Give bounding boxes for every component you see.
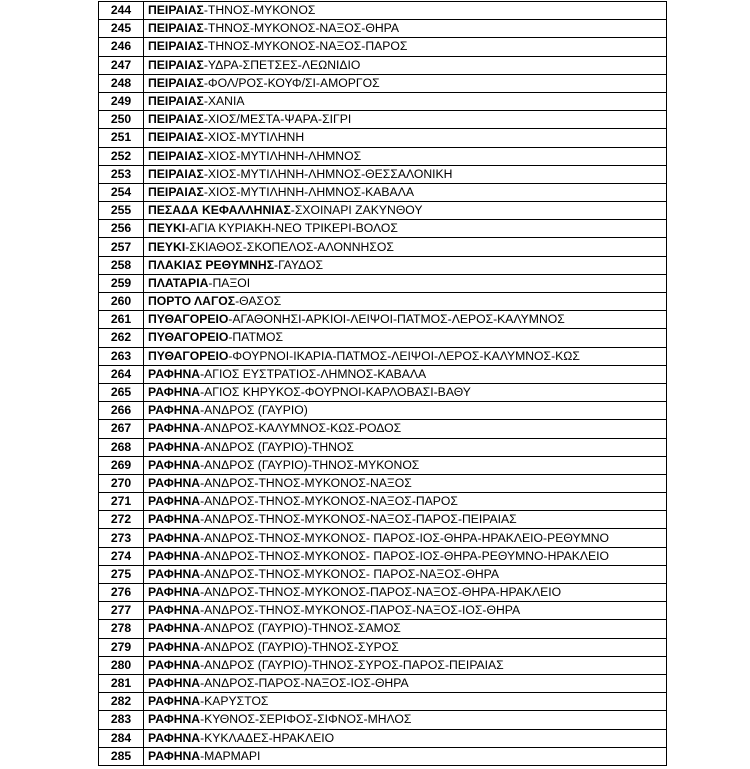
departure-port: ΡΑΦΗΝΑ — [148, 694, 201, 709]
row-number: 271 — [99, 493, 144, 511]
table-row — [99, 547, 667, 565]
route-destinations: -ΧΑΝΙΑ — [203, 94, 245, 109]
route-cell — [144, 329, 667, 347]
route-cell — [144, 638, 667, 656]
table-row — [99, 693, 667, 711]
route-cell — [144, 474, 667, 492]
route-destinations: -ΠΑΞΟΙ — [208, 275, 251, 290]
departure-port: ΡΑΦΗΝΑ — [148, 712, 201, 727]
route-destinations: -ΑΝΔΡΟΣ (ΓΑΥΡΙΟ)-ΤΗΝΟΣ-ΣΥΡΟΣ — [200, 639, 399, 654]
table-row — [99, 656, 667, 674]
route-cell — [144, 347, 667, 365]
route-cell — [144, 74, 667, 92]
route-destinations: -ΧΙΟΣ-ΜΥΤΙΛΗΝΗ-ΛΗΜΝΟΣ-ΚΑΒΑΛΑ — [203, 184, 414, 199]
route-cell — [144, 511, 667, 529]
departure-port: ΡΑΦΗΝΑ — [148, 421, 201, 436]
table-row — [99, 238, 667, 256]
route-destinations: -ΘΑΣΟΣ — [235, 294, 282, 309]
route-destinations: -ΑΝΔΡΟΣ-ΤΗΝΟΣ-ΜΥΚΟΝΟΣ- ΠΑΡΟΣ-ΝΑΞΟΣ-ΘΗΡΑ — [200, 566, 500, 581]
row-number: 247 — [99, 56, 144, 74]
row-number: 257 — [99, 238, 144, 256]
route-cell — [144, 111, 667, 129]
route-destinations: -ΧΙΟΣ-ΜΥΤΙΛΗΝΗ — [203, 130, 305, 145]
table-row — [99, 438, 667, 456]
route-destinations: -ΥΔΡΑ-ΣΠΕΤΣΕΣ-ΛΕΩΝΙΔΙΟ — [203, 57, 361, 72]
route-cell — [144, 129, 667, 147]
route-destinations: -ΤΗΝΟΣ-ΜΥΚΟΝΟΣ-ΝΑΞΟΣ-ΘΗΡΑ — [203, 21, 399, 36]
route-destinations: -ΑΓΙΑ ΚΥΡΙΑΚΗ-ΝΕΟ ΤΡΙΚΕΡΙ-ΒΟΛΟΣ — [185, 221, 398, 236]
table-row — [99, 602, 667, 620]
route-cell — [144, 20, 667, 38]
route-cell — [144, 729, 667, 747]
route-cell — [144, 402, 667, 420]
route-cell — [144, 238, 667, 256]
row-number: 251 — [99, 129, 144, 147]
table-row — [99, 329, 667, 347]
departure-port: ΠΥΘΑΓΟΡΕΙΟ — [148, 312, 229, 327]
route-destinations: -ΑΝΔΡΟΣ-ΤΗΝΟΣ-ΜΥΚΟΝΟΣ-ΠΑΡΟΣ-ΝΑΞΟΣ-ΘΗΡΑ-ΗΡΑΚΛΕΙΟ — [200, 585, 562, 600]
departure-port: ΠΕΙΡΑΙΑΣ — [148, 166, 204, 181]
departure-port: ΠΕΥΚΙ — [148, 221, 186, 236]
table-row — [99, 74, 667, 92]
departure-port: ΠΛΑΚΙΑΣ ΡΕΘΥΜΝΗΣ — [148, 257, 275, 272]
table-row — [99, 311, 667, 329]
table-row — [99, 729, 667, 747]
departure-port: ΠΕΙΡΑΙΑΣ — [148, 75, 204, 90]
row-number: 258 — [99, 256, 144, 274]
route-destinations: -ΑΝΔΡΟΣ-ΤΗΝΟΣ-ΜΥΚΟΝΟΣ-ΝΑΞΟΣ — [200, 475, 412, 490]
table-row — [99, 474, 667, 492]
departure-port: ΡΑΦΗΝΑ — [148, 530, 201, 545]
table-row — [99, 638, 667, 656]
departure-port: ΡΑΦΗΝΑ — [148, 548, 201, 563]
departure-port: ΡΑΦΗΝΑ — [148, 603, 201, 618]
route-cell — [144, 529, 667, 547]
table-row — [99, 402, 667, 420]
departure-port: ΡΑΦΗΝΑ — [148, 439, 201, 454]
route-cell — [144, 56, 667, 74]
route-cell — [144, 420, 667, 438]
route-cell — [144, 711, 667, 729]
route-destinations: -ΑΝΔΡΟΣ (ΓΑΥΡΙΟ)-ΤΗΝΟΣ — [200, 439, 354, 454]
route-destinations: -ΦΟΥΡΝΟΙ-ΙΚΑΡΙΑ-ΠΑΤΜΟΣ-ΛΕΙΨΟΙ-ΛΕΡΟΣ-ΚΑΛΥΜΝΟΣ-ΚΩΣ — [228, 348, 580, 363]
route-destinations: -ΑΝΔΡΟΣ-ΤΗΝΟΣ-ΜΥΚΟΝΟΣ-ΠΑΡΟΣ-ΝΑΞΟΣ-ΙΟΣ-ΘΗΡΑ — [200, 603, 521, 618]
table-row — [99, 584, 667, 602]
table-row — [99, 56, 667, 74]
table-row — [99, 493, 667, 511]
table-row — [99, 220, 667, 238]
departure-port: ΠΕΣΑΔΑ ΚΕΦΑΛΛΗΝΙΑΣ — [148, 203, 291, 218]
row-number: 255 — [99, 202, 144, 220]
route-cell — [144, 602, 667, 620]
row-number: 276 — [99, 584, 144, 602]
table-row — [99, 293, 667, 311]
route-destinations: -ΑΝΔΡΟΣ-ΠΑΡΟΣ-ΝΑΞΟΣ-ΙΟΣ-ΘΗΡΑ — [200, 676, 409, 691]
table-row — [99, 383, 667, 401]
table-row — [99, 111, 667, 129]
departure-port: ΠΛΑΤΑΡΙΑ — [148, 275, 209, 290]
route-destinations: -ΑΝΔΡΟΣ (ΓΑΥΡΙΟ)-ΤΗΝΟΣ-ΣΑΜΟΣ — [200, 621, 401, 636]
departure-port: ΡΑΦΗΝΑ — [148, 457, 201, 472]
departure-port: ΠΕΥΚΙ — [148, 239, 186, 254]
route-destinations: -ΚΑΡΥΣΤΟΣ — [200, 694, 269, 709]
route-cell — [144, 293, 667, 311]
route-destinations: -ΤΗΝΟΣ-ΜΥΚΟΝΟΣ — [203, 3, 316, 18]
table-row — [99, 565, 667, 583]
departure-port: ΠΕΙΡΑΙΑΣ — [148, 148, 204, 163]
row-number: 244 — [99, 2, 144, 20]
route-cell — [144, 92, 667, 110]
departure-port: ΡΑΦΗΝΑ — [148, 494, 201, 509]
route-cell — [144, 747, 667, 765]
route-destinations: -ΣΧΟΙΝΑΡΙ ΖΑΚΥΝΘΟΥ — [290, 203, 423, 218]
row-number: 284 — [99, 729, 144, 747]
departure-port: ΠΥΘΑΓΟΡΕΙΟ — [148, 348, 229, 363]
row-number: 245 — [99, 20, 144, 38]
route-destinations: -ΦΟΛ/ΡΟΣ-ΚΟΥΦ/ΣΙ-ΑΜΟΡΓΟΣ — [203, 75, 380, 90]
table-row — [99, 511, 667, 529]
row-number: 265 — [99, 383, 144, 401]
row-number: 246 — [99, 38, 144, 56]
route-destinations: -ΑΓΙΟΣ ΕΥΣΤΡΑΤΙΟΣ-ΛΗΜΝΟΣ-ΚΑΒΑΛΑ — [200, 366, 427, 381]
departure-port: ΡΑΦΗΝΑ — [148, 512, 201, 527]
departure-port: ΠΥΘΑΓΟΡΕΙΟ — [148, 330, 229, 345]
route-cell — [144, 656, 667, 674]
table-row — [99, 202, 667, 220]
departure-port: ΡΑΦΗΝΑ — [148, 730, 201, 745]
table-row — [99, 38, 667, 56]
table-row — [99, 2, 667, 20]
departure-port: ΠΕΙΡΑΙΑΣ — [148, 21, 204, 36]
table-row — [99, 365, 667, 383]
table-row — [99, 456, 667, 474]
departure-port: ΠΟΡΤΟ ΛΑΓΟΣ — [148, 294, 236, 309]
row-number: 268 — [99, 438, 144, 456]
route-destinations: -ΓΑΥΔΟΣ — [274, 257, 324, 272]
route-destinations: -ΜΑΡΜΑΡΙ — [200, 748, 261, 763]
row-number: 272 — [99, 511, 144, 529]
table-row — [99, 529, 667, 547]
route-destinations: -ΚΥΘΝΟΣ-ΣΕΡΙΦΟΣ-ΣΙΦΝΟΣ-ΜΗΛΟΣ — [200, 712, 412, 727]
route-cell — [144, 438, 667, 456]
route-destinations: -ΑΝΔΡΟΣ-ΚΑΛΥΜΝΟΣ-ΚΩΣ-ΡΟΔΟΣ — [200, 421, 402, 436]
departure-port: ΡΑΦΗΝΑ — [148, 657, 201, 672]
departure-port: ΡΑΦΗΝΑ — [148, 403, 201, 418]
route-destinations: -ΤΗΝΟΣ-ΜΥΚΟΝΟΣ-ΝΑΞΟΣ-ΠΑΡΟΣ — [203, 39, 408, 54]
row-number: 270 — [99, 474, 144, 492]
table-row — [99, 620, 667, 638]
departure-port: ΠΕΙΡΑΙΑΣ — [148, 3, 204, 18]
route-destinations: -ΑΝΔΡΟΣ-ΤΗΝΟΣ-ΜΥΚΟΝΟΣ-ΝΑΞΟΣ-ΠΑΡΟΣ-ΠΕΙΡΑΙΑΣ — [200, 512, 517, 527]
route-cell — [144, 584, 667, 602]
route-destinations: -ΧΙΟΣ/ΜΕΣΤΑ-ΨΑΡΑ-ΣΙΓΡΙ — [203, 112, 352, 127]
row-number: 280 — [99, 656, 144, 674]
route-destinations: -ΑΓΙΟΣ ΚΗΡΥΚΟΣ-ΦΟΥΡΝΟΙ-ΚΑΡΛΟΒΑΣΙ-ΒΑΘΥ — [200, 385, 471, 400]
row-number: 264 — [99, 365, 144, 383]
route-cell — [144, 2, 667, 20]
row-number: 267 — [99, 420, 144, 438]
table-row — [99, 256, 667, 274]
departure-port: ΡΑΦΗΝΑ — [148, 676, 201, 691]
row-number: 281 — [99, 674, 144, 692]
row-number: 261 — [99, 311, 144, 329]
departure-port: ΡΑΦΗΝΑ — [148, 639, 201, 654]
table-row — [99, 183, 667, 201]
table-row — [99, 92, 667, 110]
row-number: 259 — [99, 274, 144, 292]
route-destinations: -ΧΙΟΣ-ΜΥΤΙΛΗΝΗ-ΛΗΜΝΟΣ-ΘΕΣΣΑΛΟΝΙΚΗ — [203, 166, 453, 181]
route-cell — [144, 493, 667, 511]
route-destinations: -ΑΝΔΡΟΣ-ΤΗΝΟΣ-ΜΥΚΟΝΟΣ- ΠΑΡΟΣ-ΙΟΣ-ΘΗΡΑ-ΗΡΑΚΛΕΙΟ-ΡΕΘΥΜΝΟ — [200, 530, 610, 545]
route-cell — [144, 202, 667, 220]
route-cell — [144, 38, 667, 56]
route-destinations: -ΧΙΟΣ-ΜΥΤΙΛΗΝΗ-ΛΗΜΝΟΣ — [203, 148, 362, 163]
route-cell — [144, 311, 667, 329]
table-row — [99, 747, 667, 765]
table-row — [99, 274, 667, 292]
routes-table-body — [99, 2, 667, 766]
row-number: 277 — [99, 602, 144, 620]
route-cell — [144, 220, 667, 238]
route-cell — [144, 365, 667, 383]
departure-port: ΡΑΦΗΝΑ — [148, 385, 201, 400]
route-cell — [144, 256, 667, 274]
row-number: 250 — [99, 111, 144, 129]
route-destinations: -ΚΥΚΛΑΔΕΣ-ΗΡΑΚΛΕΙΟ — [200, 730, 335, 745]
table-row — [99, 711, 667, 729]
row-number: 263 — [99, 347, 144, 365]
table-row — [99, 165, 667, 183]
table-row — [99, 147, 667, 165]
row-number: 279 — [99, 638, 144, 656]
row-number: 249 — [99, 92, 144, 110]
route-destinations: -ΑΝΔΡΟΣ (ΓΑΥΡΙΟ)-ΤΗΝΟΣ-ΣΥΡΟΣ-ΠΑΡΟΣ-ΠΕΙΡΑΙΑΣ — [200, 657, 504, 672]
route-destinations: -ΑΝΔΡΟΣ-ΤΗΝΟΣ-ΜΥΚΟΝΟΣ-ΝΑΞΟΣ-ΠΑΡΟΣ — [200, 494, 458, 509]
route-cell — [144, 274, 667, 292]
route-destinations: -ΑΝΔΡΟΣ (ΓΑΥΡΙΟ) — [200, 403, 308, 418]
departure-port: ΠΕΙΡΑΙΑΣ — [148, 130, 204, 145]
route-cell — [144, 547, 667, 565]
route-cell — [144, 565, 667, 583]
table-row — [99, 674, 667, 692]
row-number: 254 — [99, 183, 144, 201]
departure-port: ΡΑΦΗΝΑ — [148, 366, 201, 381]
routes-table — [98, 1, 667, 766]
row-number: 260 — [99, 293, 144, 311]
table-row — [99, 420, 667, 438]
departure-port: ΠΕΙΡΑΙΑΣ — [148, 184, 204, 199]
table-row — [99, 347, 667, 365]
row-number: 282 — [99, 693, 144, 711]
departure-port: ΠΕΙΡΑΙΑΣ — [148, 112, 204, 127]
row-number: 253 — [99, 165, 144, 183]
departure-port: ΡΑΦΗΝΑ — [148, 621, 201, 636]
departure-port: ΡΑΦΗΝΑ — [148, 585, 201, 600]
row-number: 278 — [99, 620, 144, 638]
departure-port: ΡΑΦΗΝΑ — [148, 475, 201, 490]
row-number: 252 — [99, 147, 144, 165]
route-cell — [144, 165, 667, 183]
route-cell — [144, 383, 667, 401]
row-number: 248 — [99, 74, 144, 92]
row-number: 283 — [99, 711, 144, 729]
route-destinations: -ΑΝΔΡΟΣ-ΤΗΝΟΣ-ΜΥΚΟΝΟΣ- ΠΑΡΟΣ-ΙΟΣ-ΘΗΡΑ-ΡΕΘΥΜΝΟ-ΗΡΑΚΛΕΙΟ — [200, 548, 610, 563]
table-row — [99, 20, 667, 38]
row-number: 262 — [99, 329, 144, 347]
route-cell — [144, 693, 667, 711]
route-cell — [144, 147, 667, 165]
route-cell — [144, 183, 667, 201]
departure-port: ΡΑΦΗΝΑ — [148, 748, 201, 763]
route-cell — [144, 620, 667, 638]
row-number: 275 — [99, 565, 144, 583]
route-cell — [144, 674, 667, 692]
departure-port: ΠΕΙΡΑΙΑΣ — [148, 39, 204, 54]
row-number: 256 — [99, 220, 144, 238]
row-number: 273 — [99, 529, 144, 547]
route-destinations: -ΣΚΙΑΘΟΣ-ΣΚΟΠΕΛΟΣ-ΑΛΟΝΝΗΣΟΣ — [185, 239, 394, 254]
departure-port: ΠΕΙΡΑΙΑΣ — [148, 94, 204, 109]
route-destinations: -ΑΝΔΡΟΣ (ΓΑΥΡΙΟ)-ΤΗΝΟΣ-ΜΥΚΟΝΟΣ — [200, 457, 420, 472]
row-number: 266 — [99, 402, 144, 420]
departure-port: ΡΑΦΗΝΑ — [148, 566, 201, 581]
departure-port: ΠΕΙΡΑΙΑΣ — [148, 57, 204, 72]
row-number: 269 — [99, 456, 144, 474]
row-number: 274 — [99, 547, 144, 565]
route-destinations: -ΑΓΑΘΟΝΗΣΙ-ΑΡΚΙΟΙ-ΛΕΙΨΟΙ-ΠΑΤΜΟΣ-ΛΕΡΟΣ-ΚΑΛΥΜΝΟΣ — [228, 312, 565, 327]
row-number: 285 — [99, 747, 144, 765]
table-row — [99, 129, 667, 147]
route-cell — [144, 456, 667, 474]
route-destinations: -ΠΑΤΜΟΣ — [228, 330, 284, 345]
